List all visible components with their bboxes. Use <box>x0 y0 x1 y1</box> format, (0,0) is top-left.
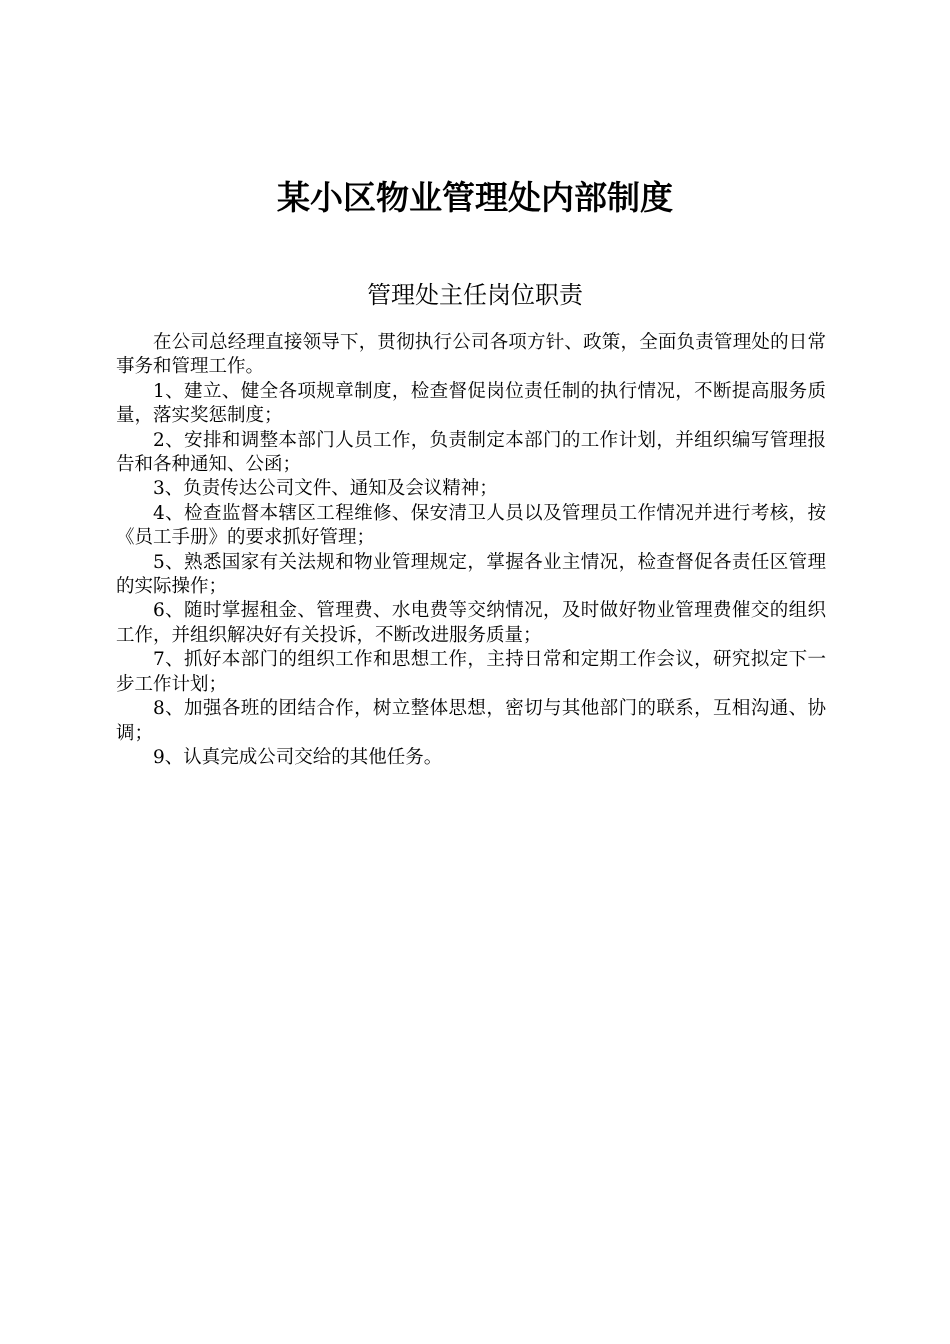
duty-item-6: 6、随时掌握租金、管理费、水电费等交纳情况，及时做好物业管理费催交的组织工作，并组织解决好有关投诉，不断改进服务质量； <box>116 600 826 646</box>
document-title: 某小区物业管理处内部制度 <box>277 178 673 217</box>
duty-item-5: 5、熟悉国家有关法规和物业管理规定，掌握各业主情况，检查督促各责任区管理的实际操作； <box>116 551 826 598</box>
duty-item-1: 1、建立、健全各项规章制度，检查督促岗位责任制的执行情况，不断提高服务质量，落实奖惩制度； <box>116 380 826 427</box>
duty-item-3: 3、负责传达公司文件、通知及会议精神； <box>153 478 498 500</box>
duty-item-9: 9、认真完成公司交给的其他任务。 <box>153 746 443 768</box>
duty-item-7: 7、抓好本部门的组织工作和思想工作，主持日常和定期工作会议，研究拟定下一步工作计划； <box>116 649 826 695</box>
duty-item-4: 4、检查监督本辖区工程维修、保安清卫人员以及管理员工作情况并进行考核，按《员工手册》的要求抓好管理； <box>116 502 826 549</box>
document-body <box>116 331 826 770</box>
duty-item-2: 2、安排和调整本部门人员工作，负责制定本部门的工作计划，并组织编写管理报告和各种通知、公函； <box>116 429 826 476</box>
section-title: 管理处主任岗位职责 <box>367 281 583 309</box>
duty-item-8: 8、加强各班的团结合作，树立整体思想，密切与其他部门的联系，互相沟通、协调； <box>116 698 826 744</box>
intro-paragraph: 在公司总经理直接领导下，贯彻执行公司各项方针、政策，全面负责管理处的日常事务和管理工作。 <box>116 332 826 378</box>
